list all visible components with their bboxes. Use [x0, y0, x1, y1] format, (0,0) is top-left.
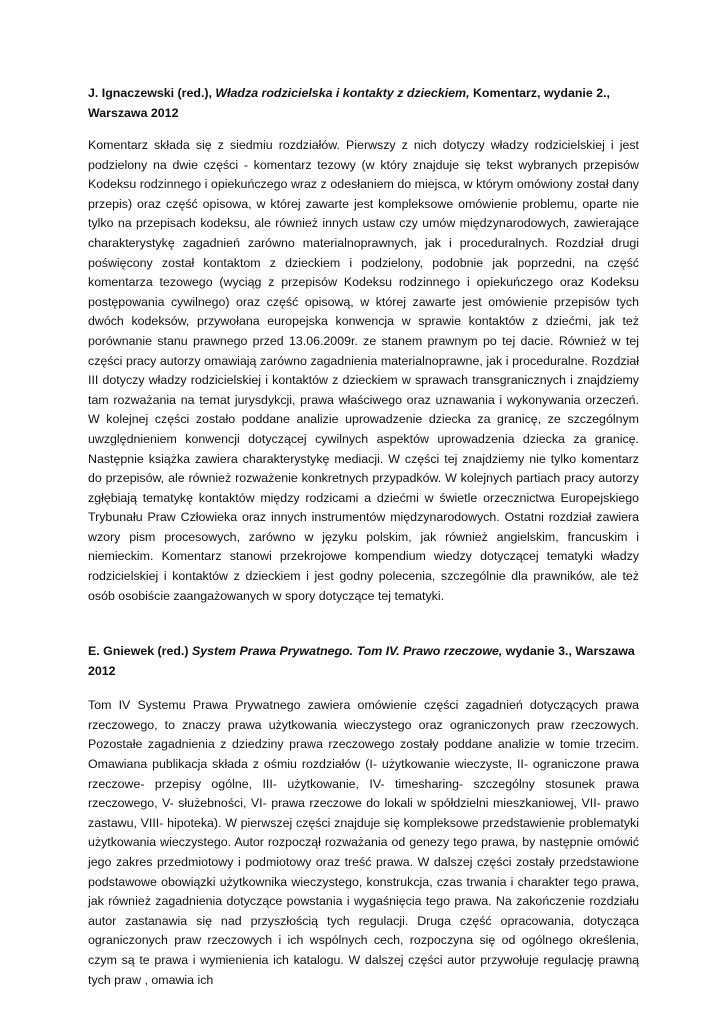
review-body: Komentarz składa się z siedmiu rozdziałów. Pierwszy z nich dotyczy władzy rodzicielskiej i jest podzielony na dwie części - komentarz tezowy (w który znajduje się tekst wybranych przepisów Kodeksu rodzinnego i opiekuńczego wraz z odesłaniem do miejsca, w którym omówiony został dany przepis) oraz część opisowa, w której zawarte jest kompleksowe omówienie problemu, oparte nie tylko na przepisach kodeksu, ale również innych ustaw czy umów międzynarodowych, zawierające charakterystykę zagadnień zarówno materialnoprawnych, jak i proceduralnych. Rozdział drugi poświęcony został kontaktom z dzieckiem i podzielony, podobnie jak poprzedni, na część komentarza tezowego (wyciąg z przepisów Kodeksu rodzinnego i opiekuńczego oraz Kodeksu postępowania cywilnego) oraz część opisową, w której zawarte jest omówienie przepisów tych dwóch kodeksów, przywołana europejska konwencja w sprawie kontaktów z dziećmi, jak też porównanie stanu prawnego przed 13.06.2009r. ze stanem prawnym po tej dacie. Również w tej części pracy autorzy omawiają zarówno zagadnienia materialnoprawne, jak i proceduralne. Rozdział III dotyczy władzy rodzicielskiej i kontaktów z dzieckiem w sprawach transgranicznych i znajdziemy tam rozważania na temat jurysdykcji, prawa właściwego oraz uznawania i wykonywania orzeczeń. W kolejnej części zostało poddane analizie uprowadzenie dziecka za granicę, ze szczególnym uwzględnieniem konwencji dotyczącej cywilnych aspektów uprowadzenia dziecka za granicę. Następnie książka zawiera charakterystykę mediacji. W części tej znajdziemy nie tylko komentarz do przepisów, ale również rozważenie konkretnych przypadków. W kolejnych partiach pracy autorzy zgłębiają tematykę kontaktów między rodzicami a dziećmi w świetle orzecznictwa Europejskiego Trybunału Praw Człowieka oraz innych instrumentów międzynarodowych. Ostatni rozdział zawiera wzory pism procesowych, zarówno w języku polskim, jak również angielskim, francuskim i niemieckim. Komentarz stanowi przekrojowe kompendium wiedzy dotyczącej tematyki władzy rodzicielskiej i kontaktów z dzieckiem i jest godny polecenia, szczególnie dla prawników, ale też osób osobiście zaangażowanych w spory dotyczące tej tematyki. [88, 138, 639, 603]
review-gniewek [88, 642, 639, 990]
review-ignaczewski [88, 84, 639, 606]
review-book-details: wydanie 3., Warszawa 2012 [88, 644, 635, 678]
document-page [88, 84, 639, 990]
review-author: E. Gniewek (red.) [88, 644, 192, 659]
review-book-details: Komentarz, wydanie 2., Warszawa 2012 [88, 86, 610, 120]
review-body: Tom IV Systemu Prawa Prywatnego zawiera omówienie części zagadnień dotyczących prawa rzeczowego, to znaczy prawa użytkowania wieczystego oraz ograniczonych praw rzeczowych. Pozostałe zagadnienia z dziedziny prawa rzeczowego zostały poddane analizie w tomie trzecim. Omawiana publikacja składa z ośmiu rozdziałów (I- użytkowanie wieczyste, II- ograniczone prawa rzeczowe- przepisy ogólne, III- użytkowanie, IV- timesharing- szczególny stosunek prawa rzeczowego, V- służebności, VI- prawa rzeczowe do lokali w spółdzielni mieszkaniowej, VII- prawo zastawu, VIII- hipoteka). W pierwszej części znajduje się kompleksowe przedstawienie problematyki użytkowania wieczystego. Autor rozpoczął rozważania od genezy tego prawa, by następnie omówić jego zakres przedmiotowy i podmiotowy oraz treść prawa. W dalszej części zostały przedstawione podstawowe obowiązki użytkownika wieczystego, konstrukcja, czas trwania i charakter tego prawa, jak również zagadnienia dotyczące powstania i wygaśnięcia tego prawa. Na zakończenie rozdziału autor zastanawia się nad przyszłością tych regulacji. Druga część opracowania, dotycząca ograniczonych praw rzeczowych i ich wspólnych cech, rozpoczyna się od ogólnego określenia, czym są te prawa i wymienienia ich katalogu. W dalszej części autor przywołuje regulację prawną tych praw , omawia ich [88, 698, 639, 987]
review-book-title: Władza rodzicielska i kontakty z dzieckiem, [215, 86, 470, 100]
review-heading [88, 642, 639, 681]
review-book-title: System Prawa Prywatnego. Tom IV. Prawo rzeczowe, [191, 644, 503, 659]
review-author: J. Ignaczewski (red.), [88, 86, 216, 100]
review-heading [88, 84, 639, 123]
